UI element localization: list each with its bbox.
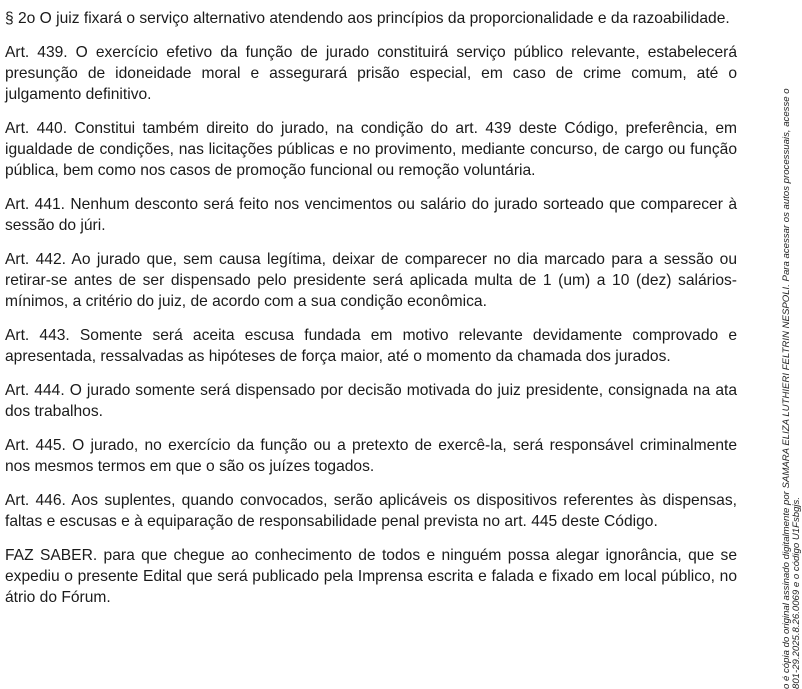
signature-stamp-line-2: 801-29.2025.8.26.0069 e o código U1Fsbgjs.	[791, 496, 802, 689]
paragraph-art-446: Art. 446. Aos suplentes, quando convocados, serão aplicáveis os dispositivos referentes às dispensas, faltas e escusas e à equiparação de responsabilidade penal prevista no art. 445 deste Código.	[5, 492, 737, 530]
paragraph-art-445: Art. 445. O jurado, no exercício da função ou a pretexto de exercê-la, será responsável criminalmente nos mesmos termos em que o são os juízes togados.	[5, 437, 737, 475]
paragraph-art-443: Art. 443. Somente será aceita escusa fundada em motivo relevante devidamente comprovado e apresentada, ressalvadas as hipóteses de força maior, até o momento da chamada dos jurados.	[5, 327, 737, 365]
paragraph-faz-saber: FAZ SABER. para que chegue ao conhecimento de todos e ninguém possa alegar ignorância, que se expediu o presente Edital que será publicado pela Imprensa escrita e falada e fixado em local público, no átrio do Fórum.	[5, 547, 737, 606]
paragraph-art-439: Art. 439. O exercício efetivo da função de jurado constituirá serviço público relevante, estabelecerá presunção de idoneidade moral e assegurará prisão especial, em caso de crime comum, até o julgamento definitivo.	[5, 44, 737, 103]
paragraph-art-441: Art. 441. Nenhum desconto será feito nos vencimentos ou salário do jurado sorteado que comparecer à sessão do júri.	[5, 196, 737, 234]
digital-signature-stamp	[782, 0, 802, 689]
paragraph-section-2: § 2o O juiz fixará o serviço alternativo atendendo aos princípios da proporcionalidade e da razoabilidade.	[5, 10, 730, 27]
document-body	[5, 8, 737, 621]
paragraph-art-444: Art. 444. O jurado somente será dispensado por decisão motivada do juiz presidente, consignada na ata dos trabalhos.	[5, 382, 737, 420]
paragraph-art-440: Art. 440. Constitui também direito do jurado, na condição do art. 439 deste Código, preferência, em igualdade de condições, nas licitações públicas e no provimento, mediante concurso, de cargo ou função pública, bem como nos casos de promoção funcional ou remoção voluntária.	[5, 120, 737, 179]
signature-stamp-line-1: o é cópia do original assinado digitalmente por SAMARA ELIZA LUTHIERI FELTRIN NESPOLI. Para acessar os autos processuais, acesse o	[781, 88, 792, 689]
paragraph-art-442: Art. 442. Ao jurado que, sem causa legítima, deixar de comparecer no dia marcado para a sessão ou retirar-se antes de ser dispensado pelo presidente será aplicada multa de 1 (um) a 10 (dez) salários-mínimos, a critério do juiz, de acordo com a sua condição econômica.	[5, 251, 737, 310]
